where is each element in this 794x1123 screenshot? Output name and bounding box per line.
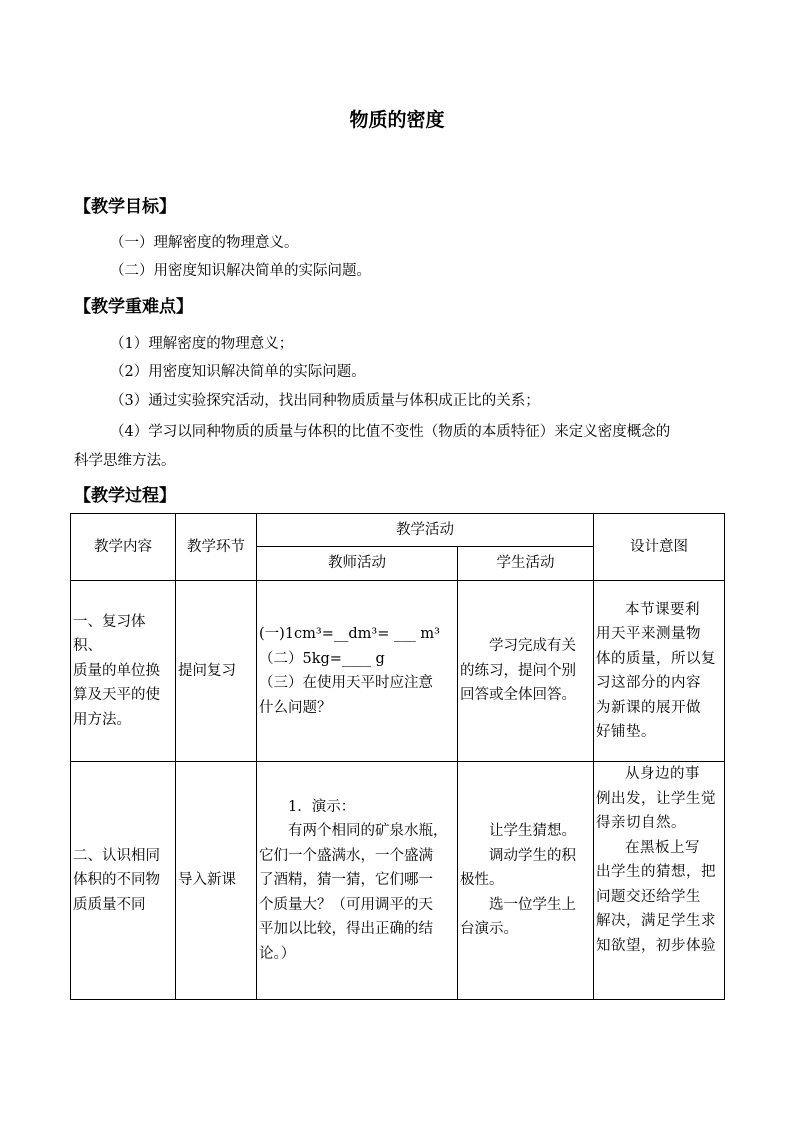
header-design: 设计意图 bbox=[594, 514, 725, 581]
page-title: 物质的密度 bbox=[349, 109, 445, 131]
key-point-item: 科学思维方法。 bbox=[74, 453, 176, 469]
row-student-cell: 让学生猜想。 调动学生的积 极性。 选一位学生上 台演示。 bbox=[458, 762, 594, 1000]
key-point-item: （1）理解密度的物理意义； bbox=[110, 336, 294, 352]
row-teacher-cell: (一)1cm³=__dm³= ___ m³ （二）5kg=____ g （三）在使用天平时应注意 什么问题？ bbox=[257, 581, 458, 762]
key-point-item: （2）用密度知识解决简单的实际问题。 bbox=[110, 364, 366, 380]
header-stage: 教学环节 bbox=[176, 514, 257, 581]
header-content: 教学内容 bbox=[71, 514, 176, 581]
header-activity: 教学活动 bbox=[257, 514, 594, 547]
row-stage-cell: 提问复习 bbox=[176, 581, 257, 762]
table-row bbox=[71, 762, 725, 1000]
row-design-cell: 从身边的事 例出发，让学生觉 得亲切自然。 在黑板上写 出学生的猜想，把 问题交还给学生 解决，满足学生求 知欲望，初步体验 bbox=[594, 762, 725, 1000]
row-content-cell: 一、复习体积、 质量的单位换 算及天平的使 用方法。 bbox=[71, 581, 176, 762]
teaching-process-table bbox=[70, 513, 725, 1000]
key-point-item: （3）通过实验探究活动，找出同种物质质量与体积成正比的关系； bbox=[110, 393, 540, 409]
goal-item: （二）用密度知识解决简单的实际问题。 bbox=[110, 263, 371, 279]
section-heading-goals: 【教学目标】 bbox=[74, 197, 176, 217]
table-row bbox=[71, 581, 725, 762]
section-heading-process: 【教学过程】 bbox=[74, 486, 176, 506]
row-content-cell: 二、认识相同 体积的不同物 质质量不同 bbox=[71, 762, 176, 1000]
row-stage-cell: 导入新课 bbox=[176, 762, 257, 1000]
row-teacher-cell: 1．演示： 有两个相同的矿泉水瓶， 它们一个盛满水，一个盛满 了酒精，猜一猜，它们哪一 个质量大？（可用调平的天 平加以比较，得出正确的结 论。） bbox=[257, 762, 458, 1000]
row-design-cell: 本节课要利 用天平来测量物 体的质量，所以复 习这部分的内容 为新课的展开做 好铺垫。 bbox=[594, 581, 725, 762]
key-point-item: （4）学习以同种物质的质量与体积的比值不变性（物质的本质特征）来定义密度概念的 bbox=[110, 424, 671, 440]
header-teacher: 教师活动 bbox=[257, 547, 458, 581]
row-student-cell: 学习完成有关 的练习，提问个别 回答或全体回答。 bbox=[458, 581, 594, 762]
goal-item: （一）理解密度的物理意义。 bbox=[110, 235, 299, 251]
header-student: 学生活动 bbox=[458, 547, 594, 581]
section-heading-key-points: 【教学重难点】 bbox=[74, 297, 193, 317]
